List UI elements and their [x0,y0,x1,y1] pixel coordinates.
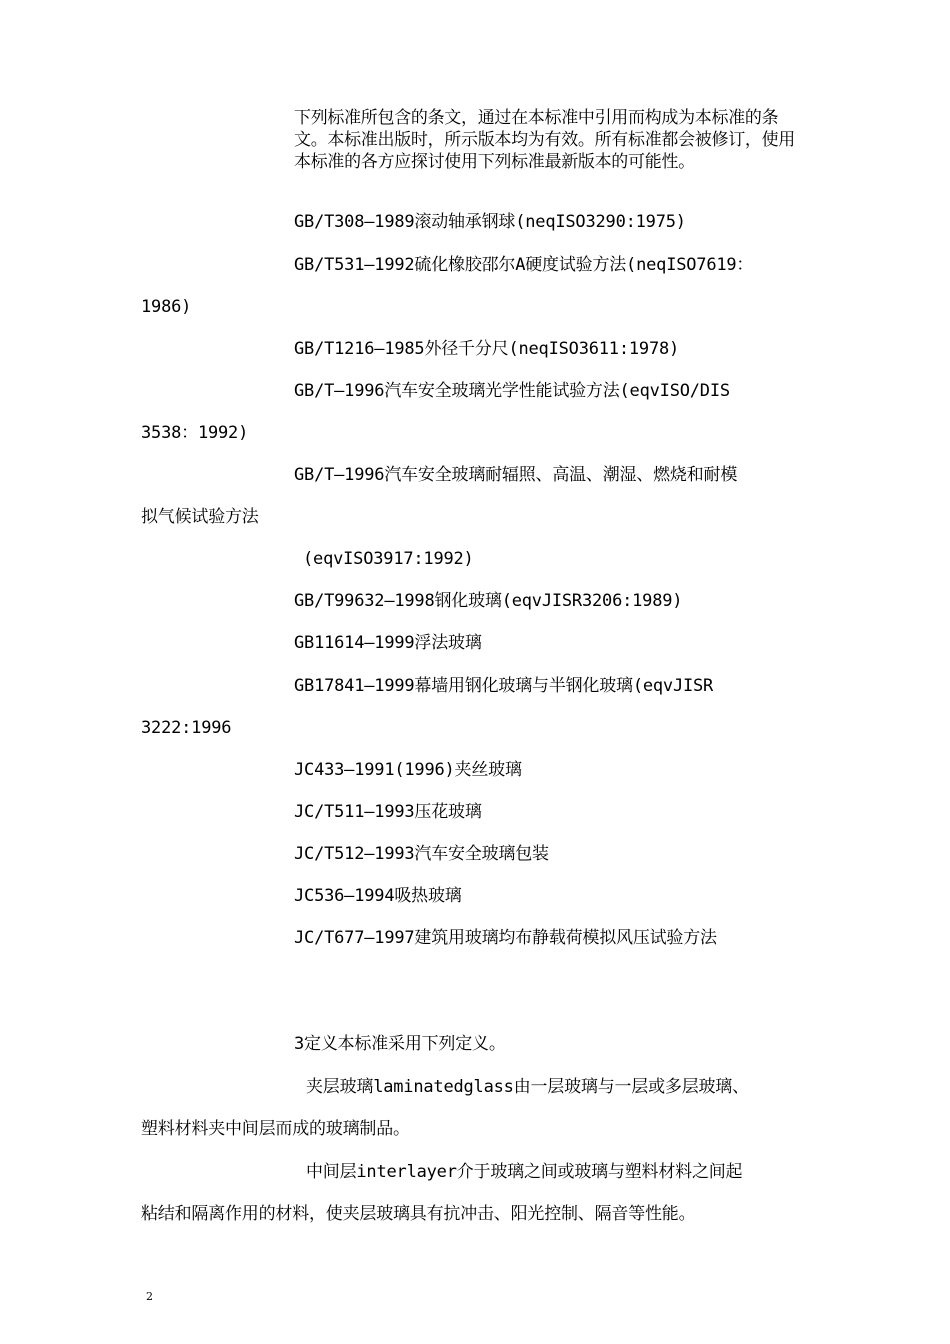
ref-gb-t-optical: GB/T—1996汽车安全玻璃光学性能试验方法(eqvISO/DIS [294,381,730,401]
ref-gb-t-climate: GB/T—1996汽车安全玻璃耐辐照、高温、潮湿、燃烧和耐模 [294,465,738,485]
ref-gb11614: GB11614—1999浮法玻璃 [294,633,482,653]
ref-gb-t1216: GB/T1216—1985外径千分尺(neqISO3611:1978) [294,339,680,359]
def-interlayer-cont: 粘结和隔离作用的材料，使夹层玻璃具有抗冲击、阳光控制、隔音等性能。 [141,1204,696,1224]
def-interlayer: 中间层interlayer介于玻璃之间或玻璃与塑料材料之间起 [306,1162,743,1182]
ref-jc433: JC433—1991(1996)夹丝玻璃 [294,760,522,780]
page-number: 2 [146,1290,153,1303]
ref-jc-t677: JC/T677—1997建筑用玻璃均布静载荷模拟风压试验方法 [294,928,717,948]
ref-gb-t-climate-cont: 拟气候试验方法 [141,507,259,527]
ref-gb-t531: GB/T531—1992硫化橡胶邵尔A硬度试验方法(neqISO7619： [294,255,754,275]
ref-jc-t512: JC/T512—1993汽车安全玻璃包装 [294,844,549,864]
section-3-heading: 3定义本标准采用下列定义。 [294,1034,506,1054]
ref-gb-t308: GB/T308—1989滚动轴承钢球(neqISO3290:1975) [294,212,686,232]
ref-jc-t511: JC/T511—1993压花玻璃 [294,802,482,822]
ref-gb-t-optical-cont: 3538：1992) [141,423,249,443]
def-laminated-glass-cont: 塑料材料夹中间层而成的玻璃制品。 [141,1119,410,1139]
ref-gb-t531-cont: 1986) [141,297,192,317]
ref-jc536: JC536—1994吸热玻璃 [294,886,462,906]
intro-paragraph: 下列标准所包含的条文，通过在本标准中引用而构成为本标准的条文。本标准出版时，所示版本均为有效。所有标准都会被修订，使用本标准的各方应探讨使用下列标准最新版本的可能性。 [294,108,795,172]
def-laminated-glass: 夹层玻璃laminatedglass由一层玻璃与一层或多层玻璃、 [306,1077,749,1097]
ref-gb17841: GB17841—1999幕墙用钢化玻璃与半钢化玻璃(eqvJISR [294,676,714,696]
ref-gb-t-climate-eqv: (eqvISO3917:1992) [303,549,474,569]
ref-gb-t99632: GB/T99632—1998钢化玻璃(eqvJISR3206:1989) [294,591,683,611]
ref-gb17841-cont: 3222:1996 [141,718,232,738]
